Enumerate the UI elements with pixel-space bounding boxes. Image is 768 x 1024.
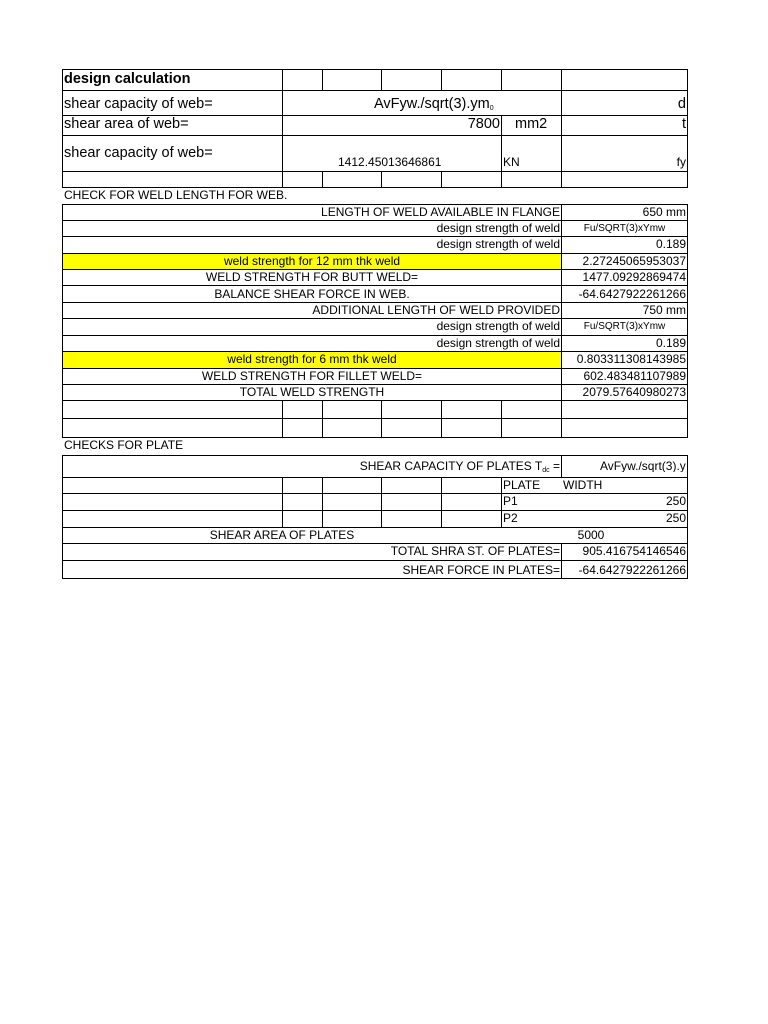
plate-p1-width: 250 xyxy=(665,494,686,508)
weld-row-label: weld strength for 12 mm thk weld xyxy=(223,254,401,268)
weld-row-label: design strength of weld xyxy=(436,336,560,350)
plate-p2-name: P2 xyxy=(503,511,518,525)
weld-row-value: 0.189 xyxy=(655,336,686,350)
weld-row-value: 1477.09292869474 xyxy=(582,270,686,284)
col-fy-header: fy xyxy=(676,155,686,169)
total-shear-strength-value: 905.416754146546 xyxy=(582,544,686,558)
shear-capacity-value: 1412.45013646861 xyxy=(338,155,442,169)
weld-row-label: weld strength for 6 mm thk weld xyxy=(227,352,397,366)
plate-capacity-label: SHEAR CAPACITY OF PLATES $T_{dc}$ = xyxy=(359,459,560,474)
weld-row-value: 650 mm xyxy=(642,205,686,219)
shear-capacity-label: shear capacity of web= xyxy=(64,96,213,112)
total-shear-strength-label: TOTAL SHRA ST. OF PLATES= xyxy=(390,544,560,558)
plate-p2-width: 250 xyxy=(665,511,686,525)
shear-area-plates-value: 5000 xyxy=(577,528,605,542)
shear-capacity-unit: KN xyxy=(503,155,520,169)
weld-row-value: Fu/SQRT(3)xYmw xyxy=(583,321,666,332)
weld-check-heading: CHECK FOR WELD LENGTH FOR WEB. xyxy=(64,188,288,202)
weld-row-label: WELD STRENGTH FOR BUTT WELD= xyxy=(205,270,419,284)
col-d-header: d xyxy=(677,96,686,112)
weld-row-label: BALANCE SHEAR FORCE IN WEB. xyxy=(214,287,410,301)
shear-area-unit: mm2 xyxy=(515,116,548,132)
shear-area-label: shear area of web= xyxy=(64,116,189,132)
weld-row-value: 0.803311308143985 xyxy=(576,352,686,366)
shear-capacity-formula: $AvFyw./sqrt(3).ym_0$ xyxy=(374,96,494,112)
weld-row-value: 0.189 xyxy=(655,237,686,251)
weld-row-value: -64.6427922261266 xyxy=(578,287,686,301)
plate-p1-name: P1 xyxy=(503,494,518,508)
weld-row-value: 602.483481107989 xyxy=(583,369,686,383)
shear-area-value: 7800 xyxy=(467,116,500,132)
section-title: design calculation xyxy=(64,71,191,87)
weld-row-label: design strength of weld xyxy=(436,237,560,251)
shear-force-plates-value: -64.6427922261266 xyxy=(578,563,686,577)
col-t-header: t xyxy=(681,116,686,132)
weld-row-label: ADDITIONAL LENGTH OF WELD PROVIDED xyxy=(312,303,560,317)
weld-row-value: 750 mm xyxy=(642,303,686,317)
weld-row-value: Fu/SQRT(3)xYmw xyxy=(583,223,666,234)
weld-row-value: 2.27245065953037 xyxy=(582,254,686,268)
plate-column-header: PLATE xyxy=(503,478,541,492)
weld-row-label: design strength of weld xyxy=(436,319,560,333)
plate-capacity-formula: AvFyw./sqrt(3).y xyxy=(600,460,686,472)
width-column-header: WIDTH xyxy=(563,478,603,492)
shear-force-plates-label: SHEAR FORCE IN PLATES= xyxy=(402,563,560,577)
shear-area-plates-label: SHEAR AREA OF PLATES xyxy=(209,528,355,542)
plate-check-heading: CHECKS FOR PLATE xyxy=(64,438,184,452)
shear-capacity-label-2: shear capacity of web= xyxy=(64,145,213,161)
weld-row-label: LENGTH OF WELD AVAILABLE IN FLANGE xyxy=(321,205,560,219)
weld-row-label: WELD STRENGTH FOR FILLET WELD= xyxy=(201,369,423,383)
weld-row-label: design strength of weld xyxy=(436,221,560,235)
weld-row-value: 2079.57640980273 xyxy=(582,385,686,399)
weld-row-label: TOTAL WELD STRENGTH xyxy=(239,385,385,399)
